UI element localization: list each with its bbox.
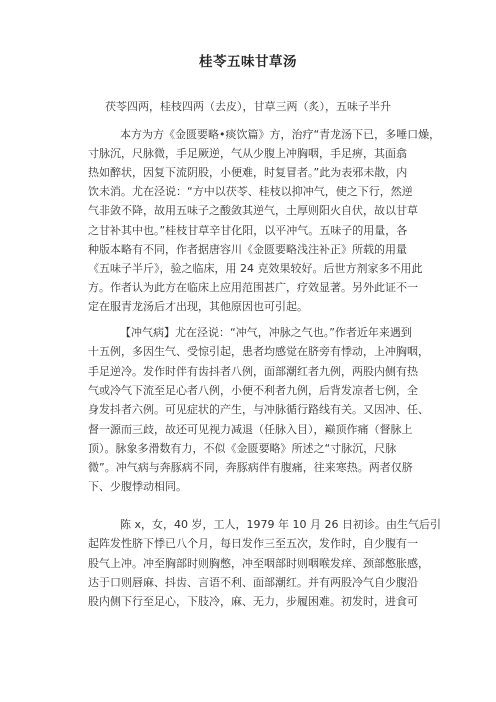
- paragraph-1-line: 种版本略有不同，作者据唐容川《金匮要略浅注补正》所载的用量: [88, 242, 407, 256]
- paragraph-1-line: 《五味子半斤》，验之临床，用 24 克效果较好。后世方剂家多不用此: [88, 261, 423, 275]
- paragraph-3-line: 起阵发性脐下悸已八个月，每日发作三至五次，发作时，自少腹有一: [88, 537, 418, 551]
- paragraph-1-line: 之甘补其中也。”桂枝甘草辛甘化阳，以平冲气。五味子的用量，各: [88, 223, 408, 237]
- document-title: 桂苓五味甘草汤: [199, 54, 297, 70]
- paragraph-2-line: 下、少腹悸动相同。: [88, 480, 187, 494]
- paragraph-2-line: 十五例，多因生气、受惊引起，患者均感觉在脐旁有悸动，上冲胸咽，: [88, 345, 429, 359]
- paragraph-2-line: 顶）。脉象多滑数有力，不似《金匮要略》所述之“寸脉沉，尺脉: [88, 441, 397, 455]
- paragraph-2-line: 手足逆冷。发作时伴有齿抖者八例，面部潮红者九例，两股内侧有热: [88, 364, 418, 378]
- paragraph-3-line: 股气上冲。冲至胸部时则胸憋，冲至咽部时则咽喉发痒、颈部憋胀感，: [88, 556, 429, 570]
- paragraph-2-line: 督一源而三歧，故还可见视力减退（任脉入目），巅顶作痛（督脉上: [88, 422, 413, 436]
- paragraph-1-line: 定在服青龙汤后才出现，其他原因也可引起。: [88, 299, 308, 313]
- paragraph-3-line: 股内侧下行至足心，下肢冷，麻、无力，步履困难。初发时，进食可: [88, 595, 418, 609]
- paragraph-1-line: 气非敛不降，故用五味子之酸敛其逆气，土厚则阳火自伏，故以甘草: [88, 204, 418, 218]
- paragraph-1-line: 饮未消。尤在泾说：“方中以茯苓、桂枝以抑冲气，使之下行，然逆: [88, 185, 413, 199]
- paragraph-1-line: 方。作者认为此方在临床上应用范围甚广，疗效显著。另外此证不一: [88, 280, 418, 294]
- paragraph-1-line: 本方为方《金匮要略•痰饮篇》方，治疗“青龙汤下已，多唾口燥，: [120, 128, 441, 141]
- paragraph-2-line: 身发抖者六例。可见症状的产生，与冲脉循行路线有关。又因冲、任、: [88, 403, 429, 417]
- formula-line: 茯苓四两，桂枝四两（去皮），甘草三两（炙），五味子半升: [105, 100, 391, 113]
- paragraph-2-line: 气或冷气下流至足心者八例，小便不利者九例，后背发凉者七例，全: [88, 383, 418, 397]
- paragraph-1-line: 寸脉沉，尺脉微，手足厥逆，气从少腹上冲胸咽，手足痹，其面翕: [88, 147, 407, 161]
- paragraph-3-line: 陈 x，女，40 岁，工人，1979 年 10 月 26 日初诊。由生气后引: [120, 518, 441, 531]
- paragraph-2-line: 【冲气病】尤在泾说：“冲气，冲脉之气也。”作者近年来遇到: [120, 326, 412, 339]
- paragraph-2-line: 微”。冲气病与奔豚病不同，奔豚病伴有腹痛，往来寒热。两者仅脐: [88, 461, 413, 475]
- paragraph-3-line: 达于口则唇麻、抖齿、言语不利、面部潮红。并有两股冷气自少腹沿: [88, 575, 418, 589]
- paragraph-1-line: 热如醉状，因复下流阴股，小便难，时复冒者。”此为表邪未散，内: [88, 166, 408, 180]
